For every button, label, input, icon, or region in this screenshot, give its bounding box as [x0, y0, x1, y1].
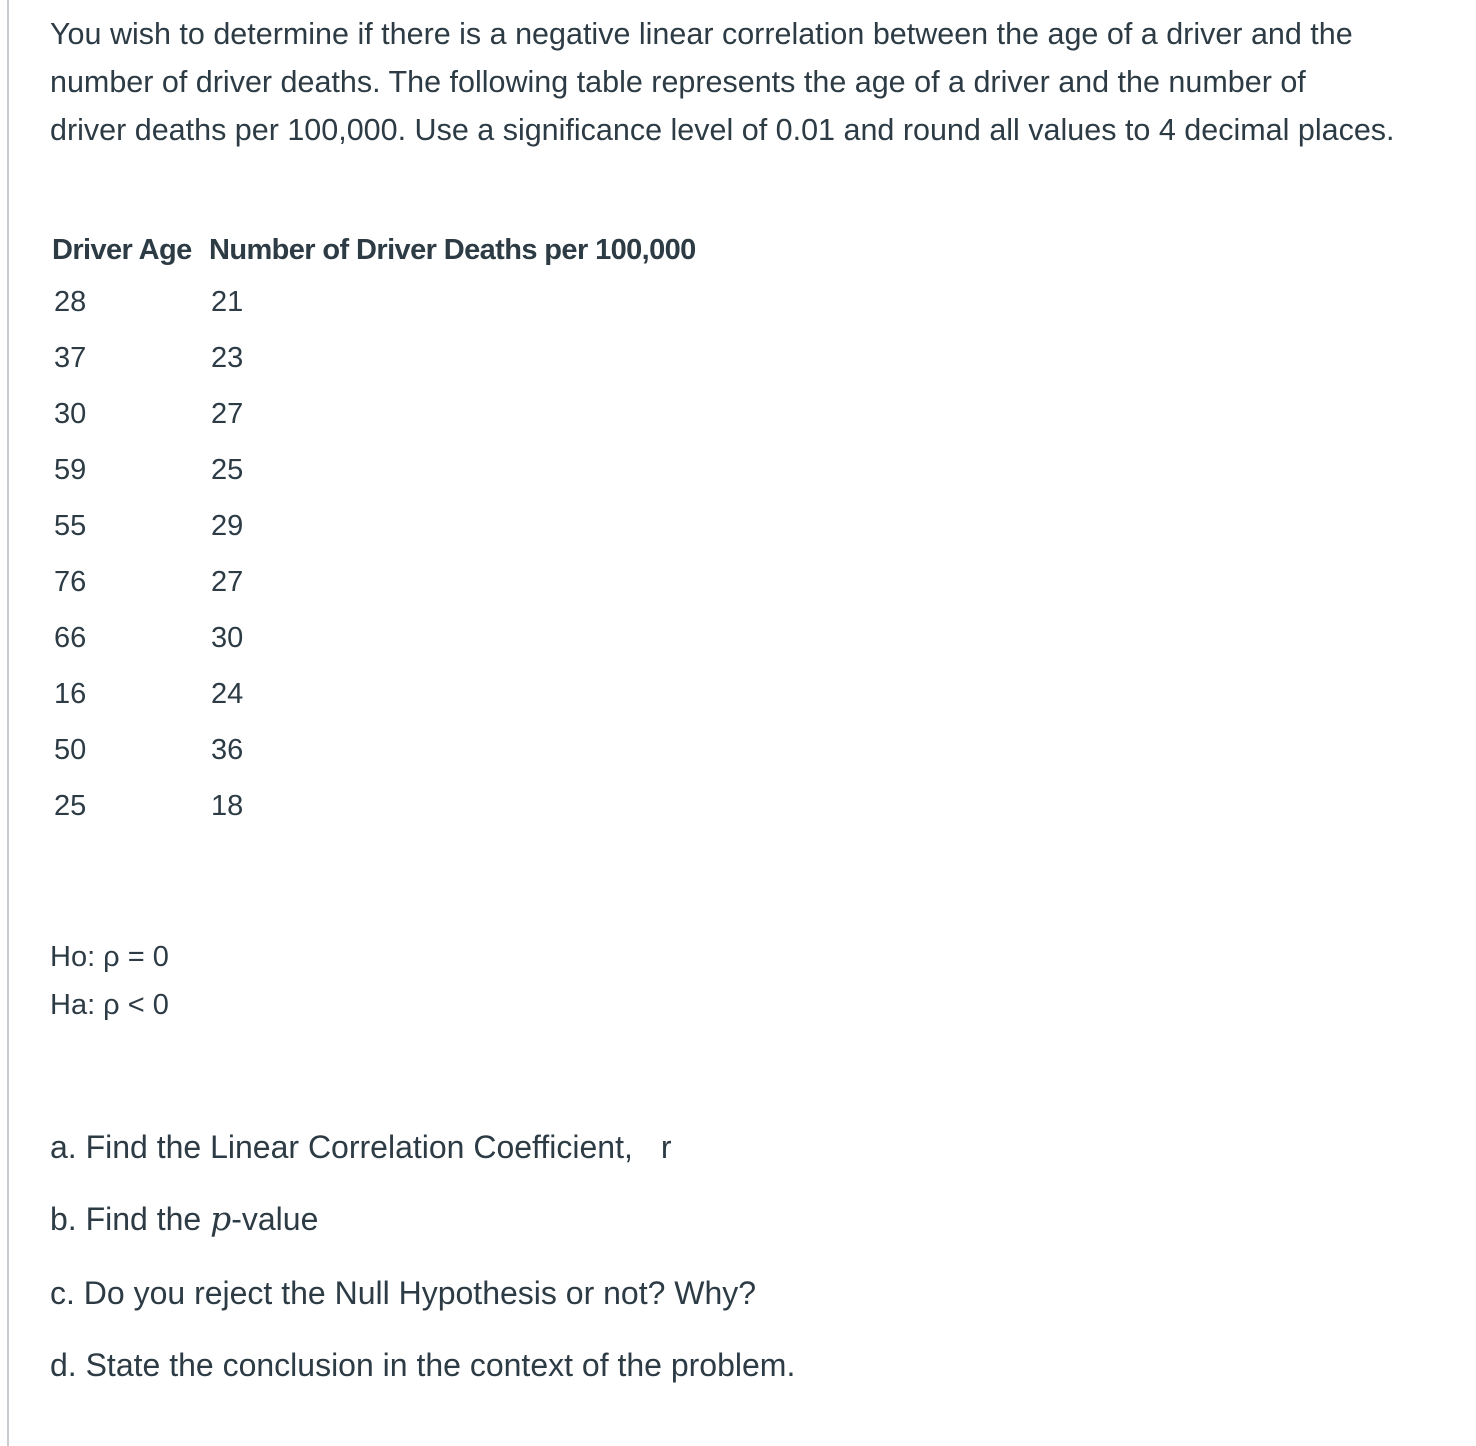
cell-age: 37 — [54, 341, 87, 374]
table-row — [50, 722, 696, 778]
header-driver-deaths: Number of Driver Deaths per 100,000 — [209, 233, 696, 266]
alternative-hypothesis: Ha: ρ < 0 — [50, 989, 169, 1021]
driver-data-table — [50, 226, 696, 834]
left-border-rule — [7, 0, 9, 1446]
table-row — [50, 554, 696, 610]
cell-age: 16 — [54, 677, 87, 710]
cell-deaths: 29 — [211, 509, 244, 542]
cell-age: 50 — [54, 733, 87, 766]
question-b — [50, 1195, 318, 1243]
cell-deaths: 30 — [211, 621, 244, 654]
table-row — [50, 778, 696, 834]
cell-age: 55 — [54, 509, 87, 542]
question-b-suffix: -value — [231, 1201, 319, 1237]
problem-statement-line-2: number of driver deaths. The following table represents the age of a driver and the number of — [50, 65, 1306, 99]
cell-deaths: 23 — [211, 341, 244, 374]
table-row — [50, 666, 696, 722]
header-driver-age: Driver Age — [52, 233, 192, 266]
table-row — [50, 498, 696, 554]
correlation-r-symbol: r — [660, 1129, 672, 1165]
cell-age: 28 — [54, 285, 87, 318]
cell-deaths: 27 — [211, 397, 244, 430]
question-b-prefix: b. Find the — [50, 1201, 211, 1237]
table-row — [50, 610, 696, 666]
cell-deaths: 27 — [211, 565, 244, 598]
p-italic-symbol: p — [210, 1199, 232, 1238]
problem-statement-line-1: You wish to determine if there is a negative linear correlation between the age of a driver and the — [50, 17, 1353, 51]
question-c: c. Do you reject the Null Hypothesis or not? Why? — [50, 1275, 757, 1311]
table-row — [50, 274, 696, 330]
problem-statement — [50, 10, 1440, 154]
cell-age: 76 — [54, 565, 87, 598]
table-row — [50, 442, 696, 498]
table-row — [50, 386, 696, 442]
cell-age: 59 — [54, 453, 87, 486]
table-row — [50, 330, 696, 386]
cell-deaths: 21 — [211, 285, 244, 318]
cell-age: 66 — [54, 621, 87, 654]
cell-age: 30 — [54, 397, 87, 430]
question-a — [50, 1123, 672, 1171]
table-header-row — [50, 226, 696, 274]
cell-age: 25 — [54, 789, 87, 822]
question-a-text: a. Find the Linear Correlation Coefficient, — [50, 1129, 633, 1165]
null-hypothesis: Ho: ρ = 0 — [50, 941, 169, 973]
cell-deaths: 25 — [211, 453, 244, 486]
question-d: d. State the conclusion in the context of the problem. — [50, 1347, 796, 1383]
problem-statement-line-3: driver deaths per 100,000. Use a significance level of 0.01 and round all values to 4 decimal places. — [50, 113, 1395, 147]
cell-deaths: 24 — [211, 677, 244, 710]
cell-deaths: 18 — [211, 789, 244, 822]
cell-deaths: 36 — [211, 733, 244, 766]
